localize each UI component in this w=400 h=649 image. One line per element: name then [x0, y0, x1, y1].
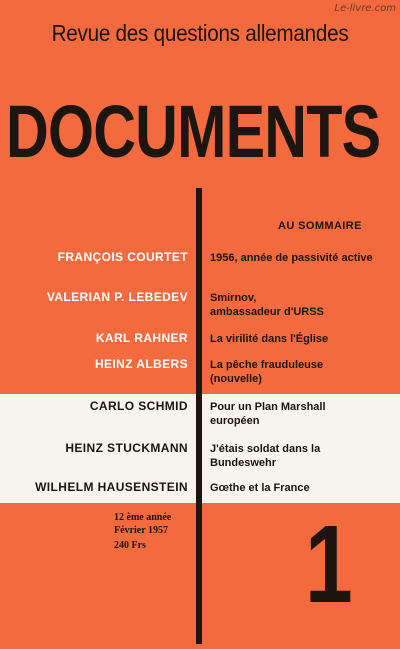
contents-author: VALERIAN P. LEBEDEV — [46, 290, 188, 304]
contents-title: Smirnov, ambassadeur d'URSS — [210, 292, 324, 318]
contents-author: CARLO SCHMID — [89, 399, 188, 413]
contents-title: 1956, année de passivité active — [210, 252, 373, 264]
contents-author: HEINZ ALBERS — [94, 357, 188, 371]
contents-author: KARL RAHNER — [95, 331, 188, 345]
contents-title: J'étais soldat dans la Bundeswehr — [210, 443, 321, 469]
issue-year: 12 ème année — [114, 512, 172, 523]
contents-author: WILHELM HAUSENSTEIN — [35, 480, 188, 494]
cover-subtitle: Revue des questions allemandes — [51, 20, 349, 46]
issue-number: 1 — [305, 503, 353, 626]
contents-title: La virilité dans l'Église — [210, 333, 329, 345]
issue-info — [114, 511, 171, 552]
contents-title: Pour un Plan Marshall européen — [210, 401, 326, 427]
issue-date: Février 1957 — [114, 525, 168, 536]
contents-heading: AU SOMMAIRE — [278, 220, 362, 232]
watermark: Le-livre.com — [334, 3, 396, 14]
masthead-title: DOCUMENTS — [6, 90, 381, 173]
contents-title: La pêche frauduleuse (nouvelle) — [210, 359, 324, 385]
contents-title: Gœthe et la France — [210, 482, 310, 494]
vertical-divider — [196, 188, 202, 644]
contents-author: FRANÇOIS COURTET — [57, 250, 188, 264]
issue-price: 240 Frs — [114, 540, 146, 551]
contents-author: HEINZ STUCKMANN — [65, 441, 188, 455]
